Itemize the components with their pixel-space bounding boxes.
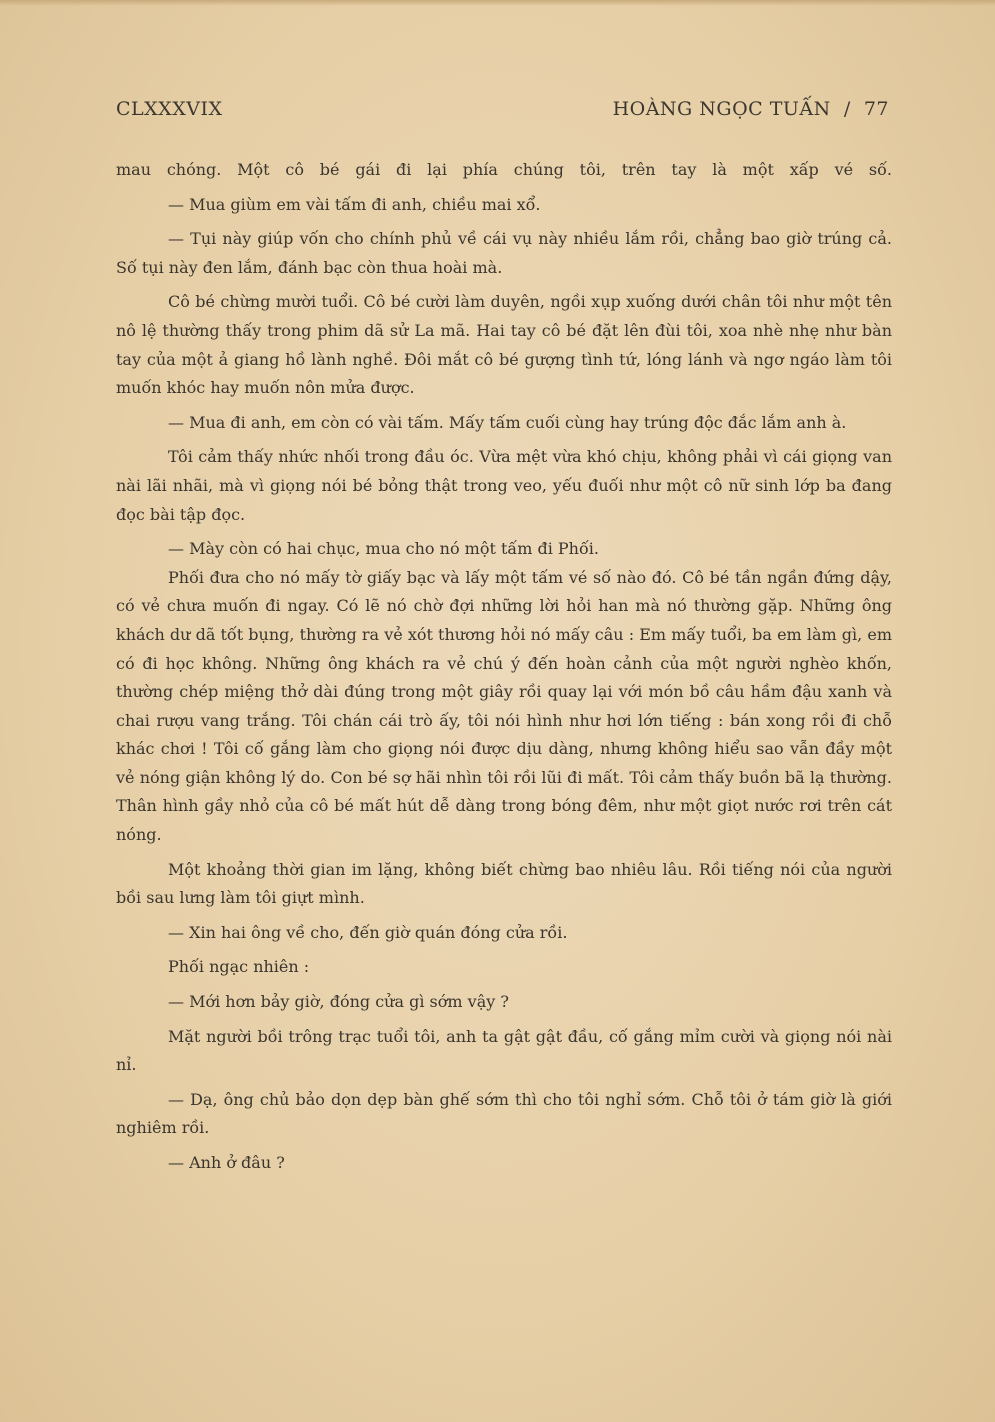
paragraph: — Dạ, ông chủ bảo dọn dẹp bàn ghế sớm thì cho tôi nghỉ sớm. Chỗ tôi ở tám giờ là giới nghiêm rồi. [116, 1089, 892, 1138]
paragraph: — Tụi này giúp vốn cho chính phủ về cái vụ này nhiều lắm rồi, chẳng bao giờ trúng cả. Số tụi này đen lắm, đánh bạc còn thua hoài mà. [116, 229, 892, 277]
body-text [116, 156, 892, 1178]
paragraph: Mặt người bồi trông trạc tuổi tôi, anh ta gật gật đầu, cố gắng mỉm cười và giọng nói nài nỉ. [116, 1026, 892, 1075]
paragraph: — Mua đi anh, em còn có vài tấm. Mấy tấm cuối cùng hay trúng độc đắc lắm anh à. [168, 412, 847, 432]
paragraph: Tôi cảm thấy nhức nhối trong đầu óc. Vừa mệt vừa khó chịu, không phải vì cái giọng van nài lãi nhãi, mà vì giọng nói bé bỏng thật trong veo, yếu đuối như một cô nữ sinh lớp ba đang đọc bài tập đọc. [116, 447, 892, 524]
paragraph: — Mới hơn bảy giờ, đóng cửa gì sớm vậy ? [168, 992, 509, 1012]
paragraph: — Mua giùm em vài tấm đi anh, chiều mai xổ. [168, 194, 541, 214]
header-section-numeral: CLXXXVIX [116, 98, 223, 120]
paragraph: Phối ngạc nhiên : [168, 957, 310, 977]
paragraph: Cô bé chừng mười tuổi. Cô bé cười làm duyên, ngồi xụp xuống dưới chân tôi như một tên nô lệ thường thấy trong phim dã sử La mã. Hai tay cô bé đặt lên đùi tôi, xoa nhè nhẹ như bàn tay của một ả giang hồ lành nghề. Đôi mắt cô bé gượng tình tứ, lóng lánh và ngơ ngáo làm tôi muốn khóc hay muốn nôn mửa được. [116, 292, 892, 398]
paragraph: mau chóng. Một cô bé gái đi lại phía chúng tôi, trên tay là một xấp vé số. [116, 160, 892, 179]
paragraph: — Anh ở đâu ? [168, 1153, 285, 1172]
paragraph: Phối đưa cho nó mấy tờ giấy bạc và lấy một tấm vé số nào đó. Cô bé tần ngần đứng dậy, có vẻ chưa muốn đi ngay. Có lẽ nó chờ đợi những lời hỏi han mà nó thường gặp. Những ông khách dư dã tốt bụng, thường ra vẻ xót thương hỏi nó mấy câu : Em mấy tuổi, ba em làm gì, em có đi học không. Những ông khách ra vẻ chú ý đến hoàn cảnh của một người nghèo khốn, thường chép miệng thở dài đúng trong một giây rồi quay lại với món bồ câu hầm đậu xanh và chai rượu vang trắng. Tôi chán cái trò ấy, tôi nói hình như hơi lớn tiếng : bán xong rồi đi chỗ khác chơi ! Tôi cố gắng làm cho giọng nói được dịu dàng, nhưng không hiểu sao vẫn đầy một vẻ nóng giận không lý do. Con bé sợ hãi nhìn tôi rồi lũi đi mất. Tôi cảm thấy buồn bã lạ thường. Thân hình gầy nhỏ của cô bé mất hút dễ dàng trong bóng đêm, như một giọt nước rơi trên cát nóng. [116, 567, 892, 845]
running-header [116, 98, 889, 128]
page-top-edge [0, 0, 995, 6]
paragraph: — Xin hai ông về cho, đến giờ quán đóng cửa rồi. [168, 922, 568, 942]
paragraph: — Mày còn có hai chục, mua cho nó một tấm đi Phối. [168, 539, 599, 559]
header-author-page-number: HOÀNG NGỌC TUẤN / 77 [612, 98, 889, 120]
paragraph: Một khoảng thời gian im lặng, không biết chừng bao nhiêu lâu. Rồi tiếng nói của người bồi sau lưng làm tôi giựt mình. [116, 859, 892, 908]
